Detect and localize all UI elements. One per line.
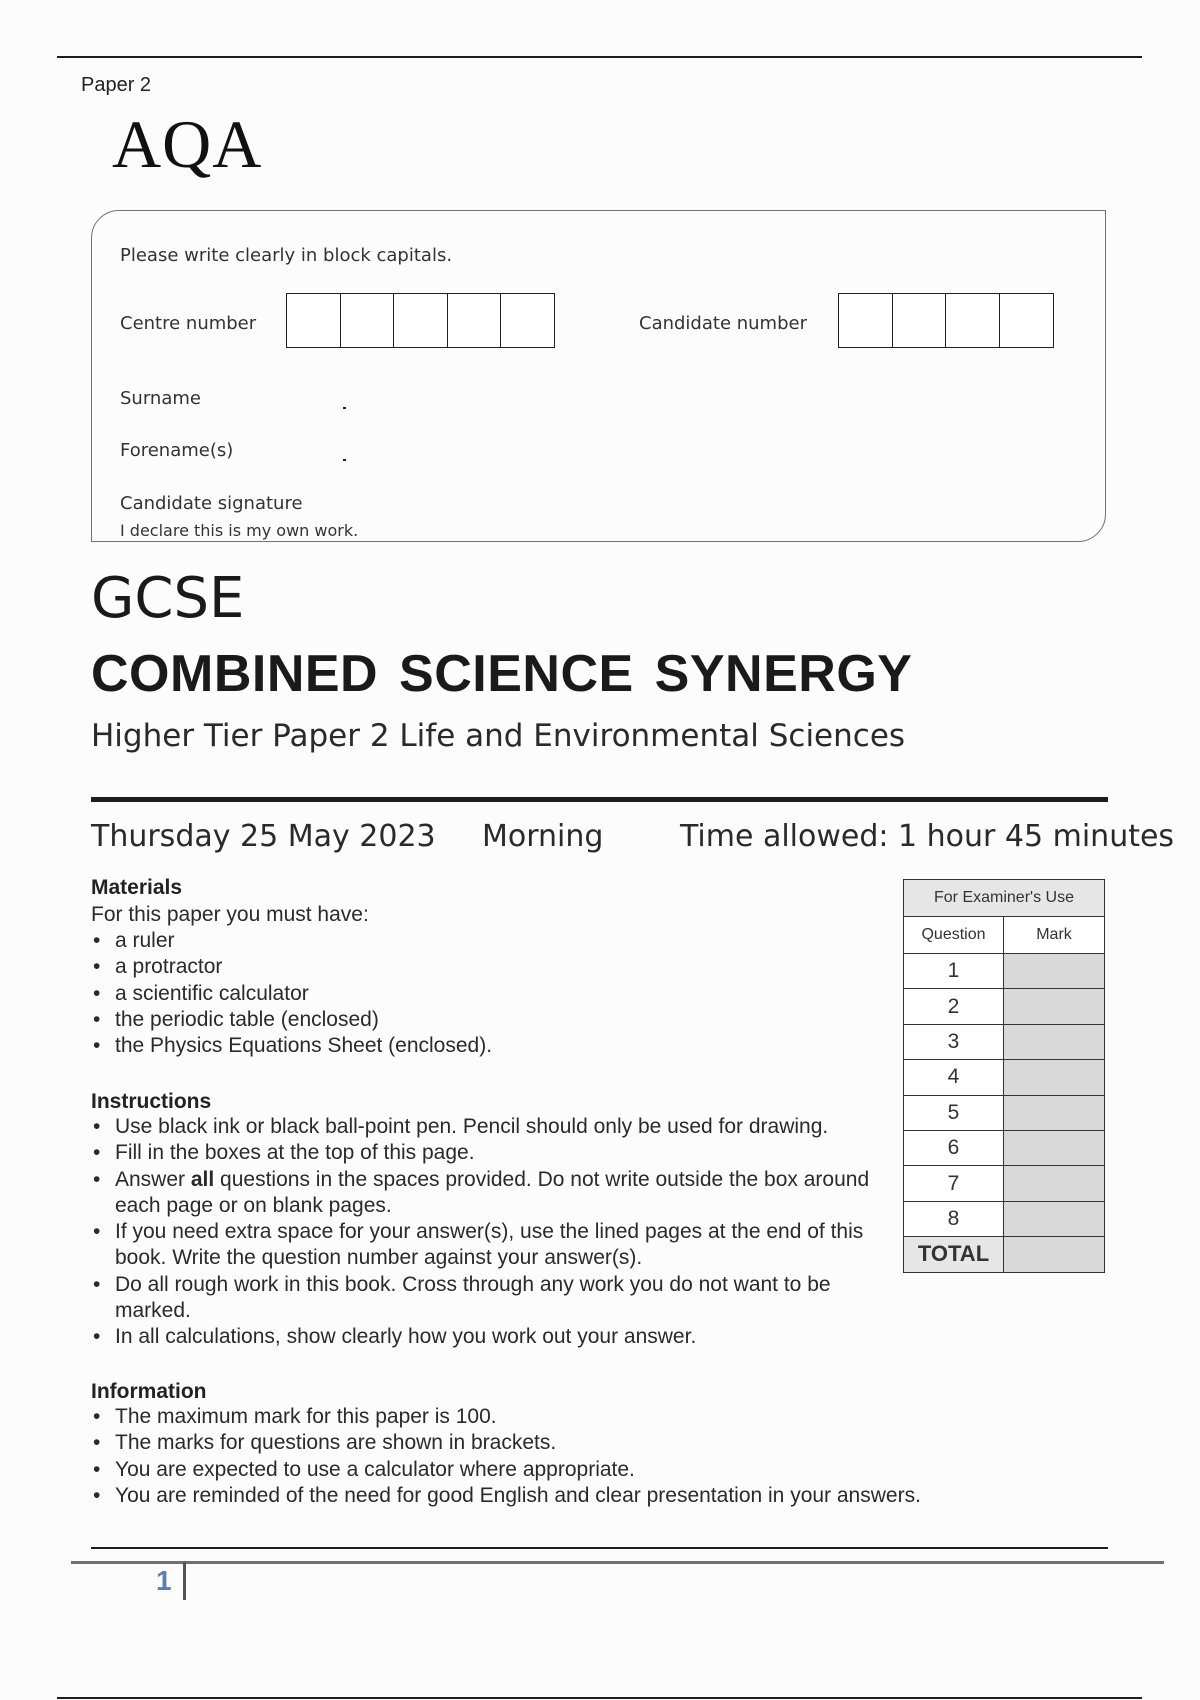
table-row: [904, 989, 1105, 1024]
list-item: • the periodic table (enclosed): [91, 1007, 891, 1033]
question-number: 3: [904, 1024, 1004, 1059]
materials-intro: For this paper you must have:: [91, 903, 369, 926]
centre-number-digit-box[interactable]: [393, 293, 448, 348]
candidate-number-label: Candidate number: [639, 313, 807, 334]
list-item: • Use black ink or black ball-point pen. Pencil should only be used for drawing.: [91, 1114, 881, 1140]
mark-cell: [1004, 1060, 1105, 1095]
list-item: [91, 1167, 881, 1220]
paper-title: Higher Tier Paper 2 Life and Environmental Sciences: [91, 718, 906, 754]
mark-cell: [1004, 989, 1105, 1024]
question-number: 2: [904, 989, 1004, 1024]
table-row: [904, 1024, 1105, 1059]
bottom-rule: [91, 1547, 1108, 1549]
footer-rule: [71, 1561, 1164, 1564]
table-row: [904, 1237, 1105, 1272]
candidate-number-digit-box[interactable]: [838, 293, 893, 348]
title-rule: [91, 797, 1108, 802]
question-number: 1: [904, 954, 1004, 989]
page-bottom-rule: [57, 1697, 1142, 1699]
centre-number-digit-box[interactable]: [286, 293, 341, 348]
emphasis-text: all: [190, 1167, 215, 1191]
forenames-label: Forename(s): [120, 440, 234, 461]
mark-cell: [1004, 954, 1105, 989]
materials-heading: Materials: [91, 876, 183, 899]
list-item: • a protractor: [91, 954, 891, 980]
list-item-text: Answer: [115, 1167, 191, 1191]
candidate-number-boxes[interactable]: [838, 293, 1052, 348]
information-list: [91, 1404, 1091, 1509]
materials-list: [91, 928, 891, 1059]
question-number: 4: [904, 1060, 1004, 1095]
forenames-field[interactable]: [343, 459, 346, 461]
qualification-title: GCSE: [91, 566, 245, 631]
question-number: 5: [904, 1095, 1004, 1130]
exam-session: Morning: [482, 819, 604, 854]
list-item-text: questions in the spaces provided. Do not write outside the box around each page or on blank pages.: [115, 1167, 870, 1217]
table-row: [904, 1060, 1105, 1095]
centre-number-digit-box[interactable]: [447, 293, 502, 348]
list-item: • You are expected to use a calculator where appropriate.: [91, 1457, 1091, 1483]
centre-number-boxes[interactable]: [286, 293, 554, 348]
table-row: [904, 1166, 1105, 1201]
question-number: 8: [904, 1201, 1004, 1236]
list-item: • The maximum mark for this paper is 100.: [91, 1404, 1091, 1430]
mark-cell: [1004, 1201, 1105, 1236]
list-item: • The marks for questions are shown in brackets.: [91, 1430, 1091, 1456]
list-item: • Fill in the boxes at the top of this page.: [91, 1140, 881, 1166]
table-row: [904, 1130, 1105, 1165]
mark-cell: [1004, 1130, 1105, 1165]
mark-column-header: Mark: [1004, 917, 1105, 954]
list-item: • In all calculations, show clearly how you work out your answer.: [91, 1324, 881, 1350]
centre-number-label: Centre number: [120, 313, 257, 334]
total-mark-cell: [1004, 1237, 1105, 1272]
candidate-number-digit-box[interactable]: [945, 293, 1000, 348]
centre-number-digit-box[interactable]: [340, 293, 395, 348]
list-item: • If you need extra space for your answer(s), use the lined pages at the end of this book. Write the question number against your answer(s).: [91, 1219, 881, 1272]
instructions-heading: Instructions: [91, 1090, 212, 1113]
information-heading: Information: [91, 1380, 207, 1403]
signature-label: Candidate signature: [120, 493, 303, 514]
declaration-text: I declare this is my own work.: [120, 521, 359, 540]
page-number: 1: [156, 1565, 172, 1596]
question-number: 7: [904, 1166, 1004, 1201]
aqa-logo: AQA: [112, 106, 263, 182]
candidate-number-digit-box[interactable]: [892, 293, 947, 348]
surname-field[interactable]: [343, 407, 346, 409]
candidate-number-digit-box[interactable]: [999, 293, 1054, 348]
list-item: • a scientific calculator: [91, 981, 891, 1007]
list-item: • You are reminded of the need for good English and clear presentation in your answers.: [91, 1483, 1091, 1509]
subject-title: COMBINED SCIENCE SYNERGY: [91, 645, 913, 703]
mark-cell: [1004, 1166, 1105, 1201]
instructions-list: [91, 1114, 881, 1351]
examiners-use-table: [903, 879, 1105, 1273]
paper-label: Paper 2: [81, 74, 152, 96]
page-number-divider: [183, 1562, 186, 1600]
list-item: • the Physics Equations Sheet (enclosed).: [91, 1033, 891, 1059]
question-column-header: Question: [904, 917, 1004, 954]
question-number: 6: [904, 1130, 1004, 1165]
table-row: [904, 1095, 1105, 1130]
table-row: [904, 954, 1105, 989]
centre-number-digit-box[interactable]: [500, 293, 555, 348]
block-capitals-instruction: Please write clearly in block capitals.: [120, 245, 453, 266]
examiners-use-title: For Examiner's Use: [904, 880, 1105, 917]
time-allowed: Time allowed: 1 hour 45 minutes: [680, 819, 1175, 854]
surname-label: Surname: [120, 388, 201, 409]
mark-cell: [1004, 1024, 1105, 1059]
table-row: [904, 1201, 1105, 1236]
total-label: TOTAL: [904, 1237, 1004, 1272]
list-item: • a ruler: [91, 928, 891, 954]
list-item: • Do all rough work in this book. Cross through any work you do not want to be marked.: [91, 1272, 881, 1325]
mark-cell: [1004, 1095, 1105, 1130]
exam-date: Thursday 25 May 2023: [91, 819, 436, 854]
top-rule: [57, 56, 1142, 58]
